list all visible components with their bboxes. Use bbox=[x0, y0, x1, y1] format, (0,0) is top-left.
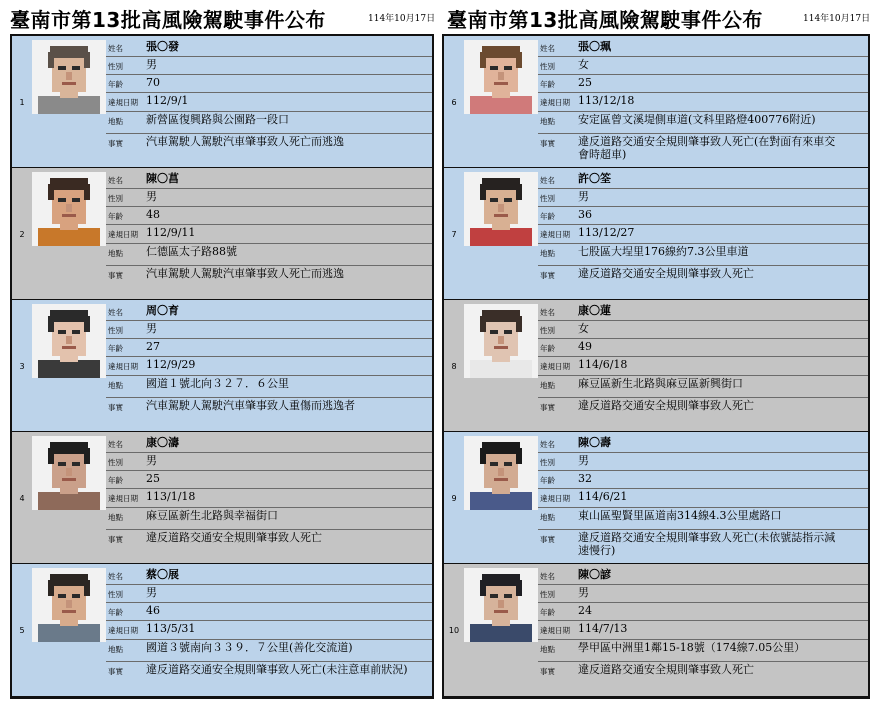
field-value-fact: 違反道路交通安全規則肇事致人死亡 bbox=[578, 663, 754, 676]
field-label-place: 地點 bbox=[540, 249, 555, 258]
row-divider bbox=[538, 375, 868, 376]
field-label-date: 違規日期 bbox=[108, 98, 138, 107]
field-value-fact: 違反道路交通安全規則肇事致人死亡(未依號誌指示減速慢行) bbox=[578, 531, 836, 557]
field-label-date: 違規日期 bbox=[540, 230, 570, 239]
row-divider bbox=[106, 206, 432, 207]
field-value-gender: 男 bbox=[146, 454, 157, 467]
field-value-date: 114/6/21 bbox=[578, 490, 628, 503]
field-label-name: 姓名 bbox=[540, 440, 555, 449]
field-label-fact: 事實 bbox=[540, 139, 555, 148]
field-label-date: 違規日期 bbox=[540, 362, 570, 371]
field-label-gender: 性別 bbox=[540, 458, 555, 467]
field-label-age: 年齡 bbox=[540, 212, 555, 221]
record-number: 2 bbox=[19, 230, 25, 239]
record-2 bbox=[12, 168, 432, 300]
field-label-gender: 性別 bbox=[108, 194, 123, 203]
field-value-place: 仁德區太子路88號 bbox=[146, 245, 237, 258]
publish-date: 114年10月17日 bbox=[368, 14, 436, 24]
field-value-date: 113/12/18 bbox=[578, 94, 635, 107]
row-divider bbox=[538, 243, 868, 244]
field-value-place: 七股區大埕里176線約7.3公里車道 bbox=[578, 245, 749, 258]
row-divider bbox=[538, 188, 868, 189]
field-value-fact: 違反道路交通安全規則肇事致人死亡 bbox=[578, 399, 754, 412]
row-divider bbox=[538, 338, 868, 339]
row-divider bbox=[538, 74, 868, 75]
right-panel bbox=[442, 34, 870, 699]
left-panel bbox=[10, 34, 434, 699]
field-value-fact: 違反道路交通安全規則肇事致人死亡(在對面有來車交會時超車) bbox=[578, 135, 836, 161]
field-value-date: 112/9/1 bbox=[146, 94, 189, 107]
row-divider bbox=[106, 243, 432, 244]
page-title: 臺南市第13批高風險駕駛事件公布 bbox=[10, 8, 326, 32]
suspect-photo bbox=[32, 40, 106, 114]
field-value-fact: 違反道路交通安全規則肇事致人死亡(未注意車前狀況) bbox=[146, 663, 408, 676]
field-label-gender: 性別 bbox=[108, 590, 123, 599]
row-divider bbox=[538, 397, 868, 398]
row-divider bbox=[538, 488, 868, 489]
field-value-gender: 男 bbox=[578, 190, 589, 203]
field-label-place: 地點 bbox=[540, 381, 555, 390]
field-value-place: 學甲區中洲里1鄰15-18號（174線7.05公里） bbox=[578, 641, 806, 654]
record-number: 3 bbox=[19, 362, 25, 371]
row-divider bbox=[106, 639, 432, 640]
field-label-age: 年齡 bbox=[108, 344, 123, 353]
record-7 bbox=[444, 168, 868, 300]
field-value-date: 114/7/13 bbox=[578, 622, 628, 635]
record-number: 5 bbox=[19, 626, 25, 635]
field-value-gender: 男 bbox=[146, 586, 157, 599]
row-divider bbox=[106, 133, 432, 134]
field-value-gender: 男 bbox=[578, 454, 589, 467]
field-value-place: 東山區聖賢里區道南314線4.3公里處路口 bbox=[578, 509, 782, 522]
field-label-name: 姓名 bbox=[540, 176, 555, 185]
row-divider bbox=[106, 488, 432, 489]
field-value-gender: 女 bbox=[578, 322, 589, 335]
row-divider bbox=[538, 111, 868, 112]
row-divider bbox=[538, 92, 868, 93]
record-8 bbox=[444, 300, 868, 432]
suspect-photo bbox=[464, 568, 538, 642]
record-number: 9 bbox=[451, 494, 457, 503]
field-label-fact: 事實 bbox=[108, 667, 123, 676]
field-label-place: 地點 bbox=[108, 645, 123, 654]
field-label-place: 地點 bbox=[108, 117, 123, 126]
field-value-name: 蔡〇展 bbox=[146, 568, 179, 581]
field-value-gender: 男 bbox=[146, 58, 157, 71]
suspect-photo bbox=[32, 436, 106, 510]
field-label-fact: 事實 bbox=[540, 535, 555, 544]
suspect-photo bbox=[464, 172, 538, 246]
field-label-gender: 性別 bbox=[108, 458, 123, 467]
field-value-fact: 違反道路交通安全規則肇事致人死亡 bbox=[146, 531, 322, 544]
row-divider bbox=[106, 602, 432, 603]
field-label-date: 違規日期 bbox=[108, 494, 138, 503]
field-label-gender: 性別 bbox=[540, 62, 555, 71]
row-divider bbox=[106, 265, 432, 266]
field-label-gender: 性別 bbox=[540, 326, 555, 335]
record-number: 7 bbox=[451, 230, 457, 239]
field-label-place: 地點 bbox=[540, 117, 555, 126]
row-divider bbox=[106, 529, 432, 530]
row-divider bbox=[106, 584, 432, 585]
field-label-gender: 性別 bbox=[540, 194, 555, 203]
field-label-date: 違規日期 bbox=[108, 626, 138, 635]
field-label-fact: 事實 bbox=[108, 403, 123, 412]
row-divider bbox=[106, 92, 432, 93]
field-value-gender: 男 bbox=[146, 190, 157, 203]
field-value-name: 周〇育 bbox=[146, 304, 179, 317]
publish-date-right: 114年10月17日 bbox=[803, 14, 871, 24]
record-number: 6 bbox=[451, 98, 457, 107]
field-label-name: 姓名 bbox=[540, 572, 555, 581]
field-label-date: 違規日期 bbox=[108, 230, 138, 239]
field-label-age: 年齡 bbox=[540, 344, 555, 353]
suspect-photo bbox=[32, 172, 106, 246]
field-label-name: 姓名 bbox=[540, 44, 555, 53]
field-value-fact: 汽車駕駛人駕駛汽車肇事致人死亡而逃逸 bbox=[146, 135, 344, 148]
row-divider bbox=[106, 620, 432, 621]
row-divider bbox=[106, 507, 432, 508]
suspect-photo bbox=[32, 568, 106, 642]
field-value-place: 國道３號南向３３９．７公里(善化交流道) bbox=[146, 641, 353, 654]
field-label-name: 姓名 bbox=[108, 440, 123, 449]
row-divider bbox=[538, 356, 868, 357]
row-divider bbox=[538, 133, 868, 134]
field-label-date: 違規日期 bbox=[540, 98, 570, 107]
field-label-name: 姓名 bbox=[540, 308, 555, 317]
row-divider bbox=[106, 356, 432, 357]
field-label-age: 年齡 bbox=[108, 212, 123, 221]
field-value-place: 安定區曾文溪堤側車道(文科里路燈400776附近) bbox=[578, 113, 816, 126]
field-label-name: 姓名 bbox=[108, 176, 123, 185]
field-value-age: 36 bbox=[578, 208, 592, 221]
row-divider bbox=[538, 584, 868, 585]
record-number: 4 bbox=[19, 494, 25, 503]
row-divider bbox=[106, 320, 432, 321]
field-label-fact: 事實 bbox=[540, 667, 555, 676]
field-value-age: 70 bbox=[146, 76, 160, 89]
field-label-name: 姓名 bbox=[108, 308, 123, 317]
field-label-place: 地點 bbox=[108, 513, 123, 522]
row-divider bbox=[538, 320, 868, 321]
field-value-gender: 男 bbox=[146, 322, 157, 335]
field-value-name: 陳〇諺 bbox=[578, 568, 611, 581]
field-label-gender: 性別 bbox=[108, 62, 123, 71]
row-divider bbox=[538, 265, 868, 266]
row-divider bbox=[538, 661, 868, 662]
record-9 bbox=[444, 432, 868, 564]
field-value-gender: 女 bbox=[578, 58, 589, 71]
field-label-fact: 事實 bbox=[108, 271, 123, 280]
field-label-age: 年齡 bbox=[540, 476, 555, 485]
field-label-fact: 事實 bbox=[108, 535, 123, 544]
field-value-place: 國道１號北向３２７．６公里 bbox=[146, 377, 289, 390]
field-label-fact: 事實 bbox=[540, 403, 555, 412]
row-divider bbox=[106, 397, 432, 398]
field-label-date: 違規日期 bbox=[540, 494, 570, 503]
field-value-age: 32 bbox=[578, 472, 592, 485]
field-value-date: 113/5/31 bbox=[146, 622, 196, 635]
field-label-fact: 事實 bbox=[108, 139, 123, 148]
field-value-date: 113/12/27 bbox=[578, 226, 635, 239]
row-divider bbox=[538, 529, 868, 530]
field-value-place: 麻豆區新生北路與麻豆區新興街口 bbox=[578, 377, 743, 390]
field-value-name: 陳〇壽 bbox=[578, 436, 611, 449]
field-label-gender: 性別 bbox=[540, 590, 555, 599]
field-value-date: 114/6/18 bbox=[578, 358, 628, 371]
field-value-name: 康〇濤 bbox=[146, 436, 179, 449]
record-number: 8 bbox=[451, 362, 457, 371]
field-value-name: 張〇珮 bbox=[578, 40, 611, 53]
record-6 bbox=[444, 36, 868, 168]
field-label-date: 違規日期 bbox=[540, 626, 570, 635]
field-value-date: 112/9/11 bbox=[146, 226, 196, 239]
field-label-place: 地點 bbox=[108, 249, 123, 258]
row-divider bbox=[106, 452, 432, 453]
field-label-date: 違規日期 bbox=[108, 362, 138, 371]
field-label-name: 姓名 bbox=[108, 44, 123, 53]
record-3 bbox=[12, 300, 432, 432]
record-4 bbox=[12, 432, 432, 564]
row-divider bbox=[106, 338, 432, 339]
field-value-age: 25 bbox=[578, 76, 592, 89]
suspect-photo bbox=[464, 436, 538, 510]
record-1 bbox=[12, 36, 432, 168]
row-divider bbox=[538, 602, 868, 603]
field-label-name: 姓名 bbox=[108, 572, 123, 581]
row-divider bbox=[538, 452, 868, 453]
field-label-age: 年齡 bbox=[108, 476, 123, 485]
suspect-photo bbox=[464, 304, 538, 378]
row-divider bbox=[538, 224, 868, 225]
record-number: 1 bbox=[19, 98, 25, 107]
row-divider bbox=[538, 206, 868, 207]
field-value-age: 49 bbox=[578, 340, 592, 353]
row-divider bbox=[106, 111, 432, 112]
row-divider bbox=[538, 507, 868, 508]
row-divider bbox=[106, 661, 432, 662]
row-divider bbox=[538, 639, 868, 640]
field-value-age: 46 bbox=[146, 604, 160, 617]
field-value-gender: 男 bbox=[578, 586, 589, 599]
suspect-photo bbox=[464, 40, 538, 114]
row-divider bbox=[538, 470, 868, 471]
field-label-age: 年齡 bbox=[108, 80, 123, 89]
field-value-name: 康〇蓮 bbox=[578, 304, 611, 317]
field-value-age: 25 bbox=[146, 472, 160, 485]
field-label-place: 地點 bbox=[540, 513, 555, 522]
row-divider bbox=[106, 470, 432, 471]
row-divider bbox=[106, 56, 432, 57]
row-divider bbox=[106, 375, 432, 376]
field-value-fact: 違反道路交通安全規則肇事致人死亡 bbox=[578, 267, 754, 280]
field-label-age: 年齡 bbox=[540, 80, 555, 89]
field-value-name: 張〇發 bbox=[146, 40, 179, 53]
suspect-photo bbox=[32, 304, 106, 378]
page-title-right: 臺南市第13批高風險駕駛事件公布 bbox=[447, 8, 763, 32]
field-label-gender: 性別 bbox=[108, 326, 123, 335]
field-label-age: 年齡 bbox=[108, 608, 123, 617]
row-divider bbox=[106, 188, 432, 189]
row-divider bbox=[106, 224, 432, 225]
field-value-name: 許〇筌 bbox=[578, 172, 611, 185]
row-divider bbox=[538, 56, 868, 57]
field-value-age: 48 bbox=[146, 208, 160, 221]
record-5 bbox=[12, 564, 432, 697]
field-value-place: 麻豆區新生北路與幸福街口 bbox=[146, 509, 278, 522]
row-divider bbox=[106, 74, 432, 75]
field-value-fact: 汽車駕駛人駕駛汽車肇事致人死亡而逃逸 bbox=[146, 267, 344, 280]
row-divider bbox=[538, 620, 868, 621]
field-label-fact: 事實 bbox=[540, 271, 555, 280]
field-label-place: 地點 bbox=[540, 645, 555, 654]
field-value-fact: 汽車駕駛人駕駛汽車肇事致人重傷而逃逸者 bbox=[146, 399, 355, 412]
record-10 bbox=[444, 564, 868, 697]
field-value-date: 113/1/18 bbox=[146, 490, 196, 503]
field-value-place: 新營區復興路與公園路一段口 bbox=[146, 113, 289, 126]
field-value-date: 112/9/29 bbox=[146, 358, 196, 371]
field-value-age: 27 bbox=[146, 340, 160, 353]
record-number: 10 bbox=[448, 626, 460, 635]
field-value-name: 陳〇菖 bbox=[146, 172, 179, 185]
field-label-place: 地點 bbox=[108, 381, 123, 390]
field-label-age: 年齡 bbox=[540, 608, 555, 617]
field-value-age: 24 bbox=[578, 604, 592, 617]
